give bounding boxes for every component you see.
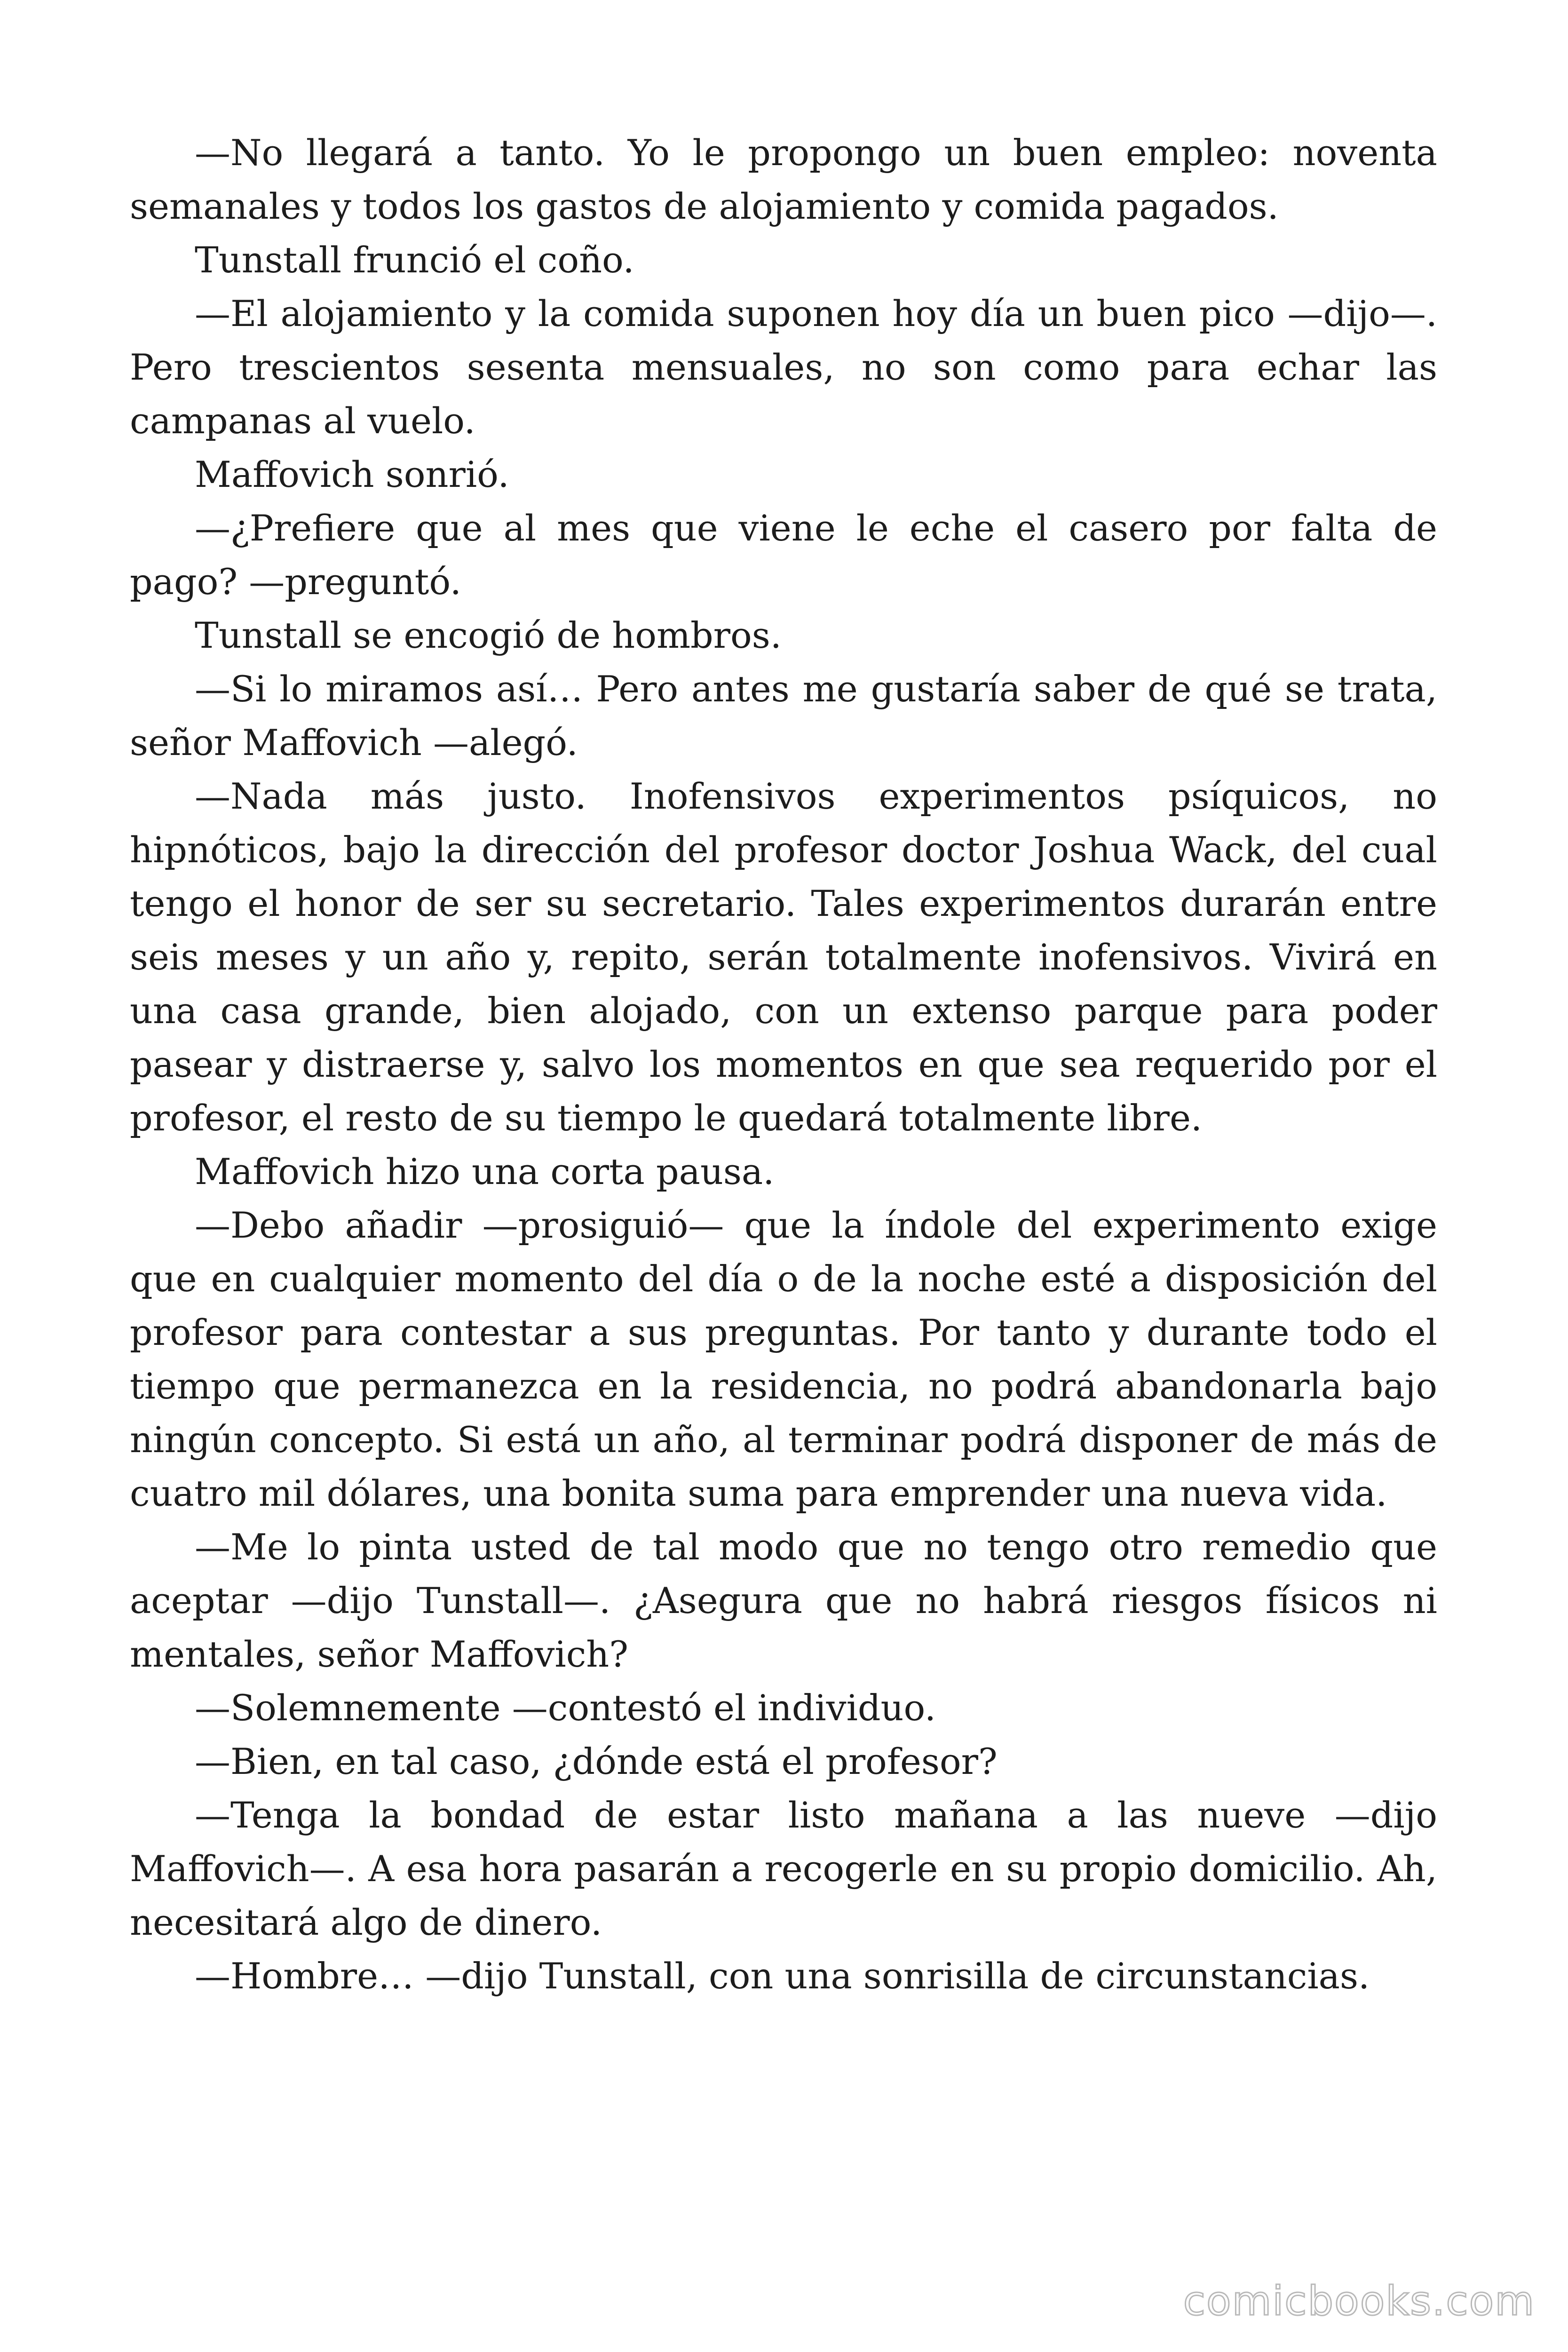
paragraph: —¿Prefiere que al mes que viene le eche el casero por falta de pago? —preguntó. xyxy=(130,507,1437,603)
paragraph: Maffovich hizo una corta pausa. xyxy=(195,1151,775,1192)
page-body xyxy=(130,126,1437,2003)
paragraph: —Debo añadir —prosiguió— que la índole del experimento exige que en cualquier momento del día o de la noche esté a disposición del profesor para contestar a sus preguntas. Por tanto y durante todo el tiempo que permanezca en la residencia, no podrá abandonarla bajo ningún concepto. Si está un año, al terminar podrá disponer de más de cuatro mil dólares, una bonita suma para emprender una nueva vida. xyxy=(130,1204,1437,1514)
paragraph: Tunstall se encogió de hombros. xyxy=(195,614,782,656)
paragraph: —No llegará a tanto. Yo le propongo un buen empleo: noventa semanales y todos los gastos de alojamiento y comida pagados. xyxy=(130,132,1437,227)
paragraph: —Solemnemente —contestó el individuo. xyxy=(195,1687,936,1729)
paragraph: —Tenga la bondad de estar listo mañana a las nueve —dijo Maffovich—. A esa hora pasarán a recogerle en su propio domicilio. Ah, necesitará algo de dinero. xyxy=(130,1794,1437,1943)
paragraph: —Bien, en tal caso, ¿dónde está el profesor? xyxy=(195,1740,998,1782)
watermark: comicbooks.com xyxy=(1183,2278,1535,2325)
paragraph: Maffovich sonrió. xyxy=(195,453,509,495)
paragraph: —Si lo miramos así… Pero antes me gustaría saber de qué se trata, señor Maffovich —alegó. xyxy=(130,668,1437,763)
paragraph: —Hombre… —dijo Tunstall, con una sonrisilla de circunstancias. xyxy=(195,1955,1370,1997)
paragraph: Tunstall frunció el coño. xyxy=(195,239,634,281)
paragraph: —Nada más justo. Inofensivos experimentos psíquicos, no hipnóticos, bajo la dirección del profesor doctor Joshua Wack, del cual tengo el honor de ser su secretario. Tales experimentos durarán entre seis meses y un año y, repito, serán totalmente inofensivos. Vivirá en una casa grande, bien alojado, con un extenso parque para poder pasear y distraerse y, salvo los momentos en que sea requerido por el profesor, el resto de su tiempo le quedará totalmente libre. xyxy=(130,775,1437,1139)
paragraph: —El alojamiento y la comida suponen hoy día un buen pico —dijo—. Pero trescientos sesenta mensuales, no son como para echar las campanas al vuelo. xyxy=(130,293,1437,442)
paragraph: —Me lo pinta usted de tal modo que no tengo otro remedio que aceptar —dijo Tunstall—. ¿Asegura que no habrá riesgos físicos ni mentales, señor Maffovich? xyxy=(130,1526,1437,1675)
